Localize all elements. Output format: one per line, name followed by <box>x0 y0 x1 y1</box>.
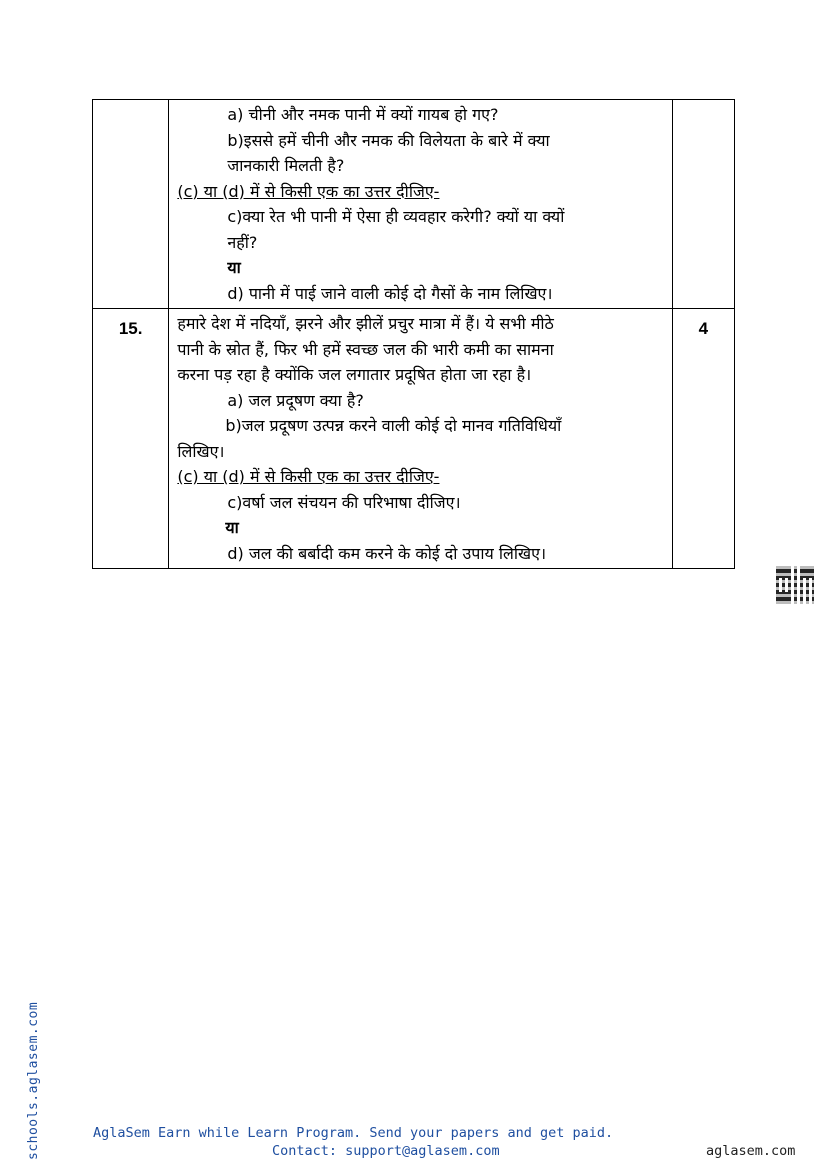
side-watermark: schools.aglasem.com <box>26 1001 41 1160</box>
question-table <box>92 99 735 569</box>
question-number: 15. <box>93 309 169 569</box>
or-label: या <box>225 518 239 537</box>
question-number <box>93 100 169 309</box>
footer-site-link[interactable]: aglasem.com <box>706 1143 796 1159</box>
question-marks: 4 <box>672 309 734 569</box>
sub-question-d: d) पानी में पाई जाने वाली कोई दो गैसों के नाम लिखिए। <box>227 283 553 303</box>
sub-question-b-cont: लिखिए। <box>177 441 225 461</box>
sub-question-b: b)जल प्रदूषण उत्पन्न करने वाली कोई दो मानव गतिविधियाँ <box>225 416 562 435</box>
sub-question-c: c)वर्षा जल संचयन की परिभाषा दीजिए। <box>227 492 461 512</box>
sub-question-c: c)क्या रेत भी पानी में ऐसा ही व्यवहार करेगी? क्यों या क्यों <box>227 207 565 226</box>
passage-line: हमारे देश में नदियाँ, झरने और झीलें प्रचुर मात्रा में हैं। ये सभी मीठे <box>177 314 554 333</box>
question-row-15 <box>93 309 735 569</box>
qr-code-icon <box>776 566 814 604</box>
or-label: या <box>227 258 241 277</box>
footer-program-text: AglaSem Earn while Learn Program. Send your papers and get paid. <box>93 1125 614 1141</box>
sub-question-b-cont: जानकारी मिलती है? <box>227 156 345 175</box>
sub-question-c-cont: नहीं? <box>227 232 258 252</box>
question-body <box>169 100 672 309</box>
footer-contact-text: Contact: support@aglasem.com <box>272 1143 500 1159</box>
choice-instruction: (c) या (d) में से किसी एक का उत्तर दीजिए- <box>177 181 440 201</box>
sub-question-d: d) जल की बर्बादी कम करने के कोई दो उपाय लिखिए। <box>227 543 547 563</box>
question-body <box>169 309 672 569</box>
sub-question-a: a) जल प्रदूषण क्या है? <box>227 390 364 410</box>
passage-line: पानी के स्रोत हैं, फिर भी हमें स्वच्छ जल की भारी कमी का सामना <box>177 339 554 359</box>
question-row-14-continued <box>93 100 735 309</box>
passage-line: करना पड़ रहा है क्योंकि जल लगातार प्रदूषित होता जा रहा है। <box>177 365 532 384</box>
sub-question-a: a) चीनी और नमक पानी में क्यों गायब हो गए? <box>227 105 499 124</box>
sub-question-b: b)इससे हमें चीनी और नमक की विलेयता के बारे में क्या <box>227 130 550 150</box>
question-marks <box>672 100 734 309</box>
choice-instruction: (c) या (d) में से किसी एक का उत्तर दीजिए- <box>177 467 440 486</box>
